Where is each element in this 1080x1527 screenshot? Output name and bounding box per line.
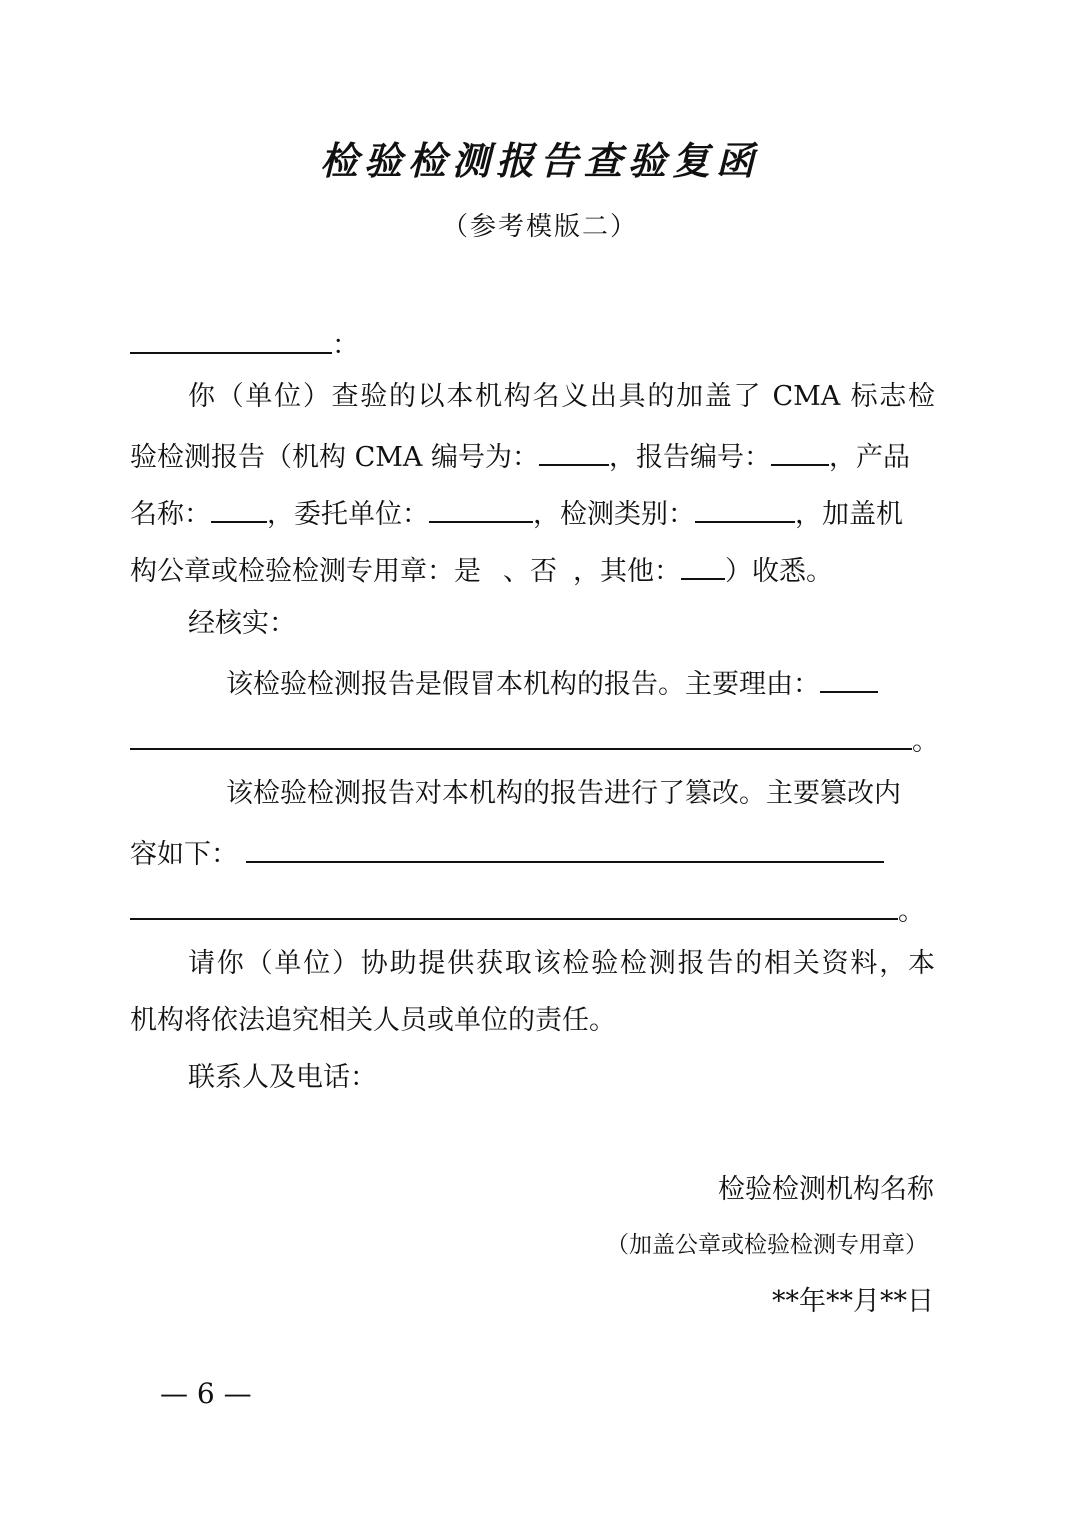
client-unit-blank: [429, 491, 533, 523]
contact-label: [188, 1058, 377, 1098]
request-text-line1: 请你（单位）协助提供获取该检验检测报告的相关资料，本: [188, 948, 935, 979]
para1-line4-text-b: 、否: [503, 556, 557, 587]
item2-end: 。: [898, 896, 925, 927]
item2-text-line2: 容如下：: [130, 839, 238, 870]
item2-text: 该检验检测报告对本机构的报告进行了篡改。主要篡改内: [226, 778, 901, 809]
page-title: 检验检测报告查验复函: [319, 138, 760, 183]
para1-line4-text-a: 构公章或检验检测专用章：是: [130, 556, 481, 587]
signature-date: **年**月**日: [772, 1286, 934, 1317]
test-category-blank: [695, 491, 795, 523]
recipient-blank: [130, 322, 332, 354]
report-number-blank: [771, 434, 829, 466]
item1-text: 该检验检测报告是假冒本机构的报告。主要理由：: [226, 669, 820, 700]
page-number: — 6 —: [160, 1377, 252, 1410]
signature-org: 检验检测机构名称: [718, 1174, 934, 1205]
contact-text: 联系人及电话：: [188, 1062, 377, 1093]
para1-line4-text-d: ）收悉。: [725, 556, 833, 587]
product-name-blank: [211, 491, 267, 523]
signature-seal: （加盖公章或检验检测专用章）: [606, 1232, 928, 1258]
para1-line2-text-b: ，报告编号：: [608, 442, 771, 473]
para1-line4: [130, 548, 833, 592]
cma-number-blank: [539, 434, 609, 466]
other-blank: [681, 548, 725, 580]
request-line1: [188, 944, 935, 984]
salutation-colon: ：: [332, 330, 359, 361]
item1-end: 。: [912, 726, 939, 757]
reason-blank-line2: [130, 718, 912, 750]
verified-label: [188, 604, 296, 644]
para1-line3-text-d: ，加盖机: [795, 499, 903, 530]
para1-line1: [188, 377, 935, 417]
page-subtitle: （参考模版二）: [441, 212, 638, 242]
para1-line3: [130, 491, 903, 535]
para1-line2: [130, 434, 935, 478]
tamper-content-blank: [246, 831, 884, 863]
verified-text: 经核实：: [188, 608, 296, 639]
reason-blank: [820, 661, 878, 693]
request-text-line2: 机构将依法追究相关人员或单位的责任。: [130, 1005, 616, 1036]
para1-line2-text-a: 验检测报告（机构 CMA 编号为：: [130, 442, 539, 473]
para1-line3-text-a: 名称：: [130, 499, 211, 530]
item2-line1: [226, 774, 901, 814]
item2-line2: [130, 831, 884, 875]
salutation: [130, 322, 359, 366]
item2-line3: [130, 888, 925, 932]
item1-line2: [130, 718, 939, 762]
para1-line4-text-c: ，其他：: [573, 556, 681, 587]
para1-line3-text-b: ，委托单位：: [267, 499, 429, 530]
item1-line1: [226, 661, 878, 705]
request-line2: [130, 1001, 616, 1041]
tamper-content-blank-line3: [130, 888, 898, 920]
para1-line3-text-c: ，检测类别：: [533, 499, 695, 530]
para1-line2-text-c: ，产品: [828, 442, 910, 473]
para1-line1-text: 你（单位）查验的以本机构名义出具的加盖了 CMA 标志检: [188, 381, 935, 412]
